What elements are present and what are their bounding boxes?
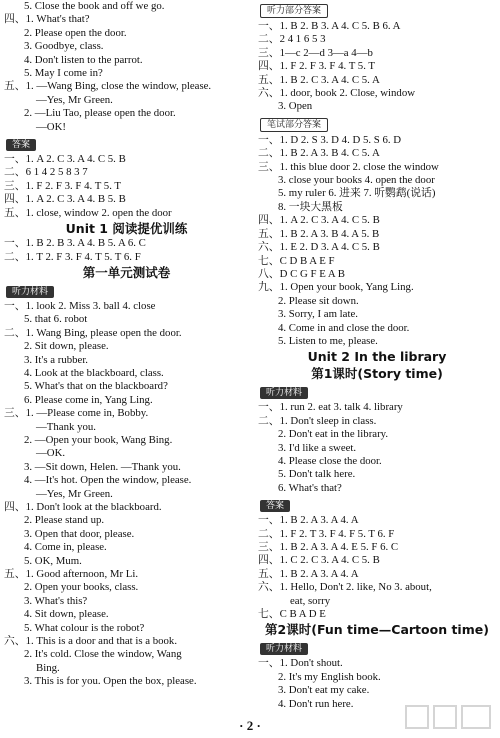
answer-line: —Thank you. [36, 420, 96, 433]
answer-line: 二、2 4 1 6 5 3 [258, 33, 326, 46]
answer-line: 5. May I come in? [24, 67, 103, 80]
section-badge: 听力部分答案 [260, 4, 328, 18]
answer-line: 6. Please come in, Yang Ling. [24, 393, 153, 406]
answer-line: 三、1. F 2. F 3. F 4. T 5. T [4, 179, 121, 192]
answer-line: 4. Come in and close the door. [278, 321, 410, 334]
answer-line: eat, sorry [290, 594, 331, 607]
section-badge-row [4, 134, 249, 153]
section-heading: 第1课时(Story time) [311, 366, 443, 382]
answer-line: 三、1—c 2—d 3—a 4—b [258, 46, 373, 59]
answer-line: 2. Please open the door. [24, 26, 127, 39]
answer-line: 3. Open [278, 100, 313, 113]
answer-line: 3. Don't eat my cake. [278, 684, 370, 697]
answer-line: 3. Sorry, I am late. [278, 308, 358, 321]
answer-line: 4. Don't run here. [278, 697, 354, 710]
answer-line: 八、D C G F E A B [258, 267, 345, 280]
answer-line: 5. Listen to me, please. [278, 334, 378, 347]
right-column [258, 0, 496, 711]
answer-line: 一、1. look 2. Miss 3. ball 4. close [4, 299, 156, 312]
answer-line: 五、1. close, window 2. open the door [4, 206, 172, 219]
answer-line: 5. Close the book and off we go. [24, 0, 165, 12]
section-badge: 笔试部分答案 [260, 118, 328, 132]
answer-line: 四、1. A 2. C 3. A 4. C 5. B [258, 214, 380, 227]
answer-line: —Yes, Mr Green. [36, 487, 113, 500]
answer-line: 4. —It's hot. Open the window, please. [24, 474, 192, 487]
answer-line: 5. What's that on the blackboard? [24, 380, 168, 393]
answer-line: 四、1. C 2. C 3. A 4. C 5. B [258, 554, 380, 567]
section-badge: 听力材料 [6, 286, 54, 298]
answer-line: 五、1. —Wang Bing, close the window, please. [4, 80, 212, 93]
answer-line: 六、1. This is a door and that is a book. [4, 635, 178, 648]
left-column [4, 0, 249, 689]
answer-line: 5. that 6. robot [24, 313, 88, 326]
answer-line: 一、1. B 2. B 3. A 4. C 5. B 6. A [258, 20, 401, 32]
answer-line: 一、1. Don't shout. [258, 657, 343, 670]
section-badge-row [4, 281, 249, 300]
answer-line: 一、1. B 2. B 3. A 4. B 5. A 6. C [4, 237, 146, 250]
section-heading: Unit 2 In the library [307, 349, 447, 365]
section-heading: 第一单元测试卷 [82, 264, 171, 280]
answer-line: 四、1. A 2. C 3. A 4. B 5. B [4, 193, 126, 206]
answer-line: 6. What's that? [278, 481, 342, 494]
answer-line: 3. I'd like a sweet. [278, 441, 357, 454]
section-badge-row [258, 495, 496, 514]
section-badge-row [258, 382, 496, 401]
answer-line: 3. This is for you. Open the box, please. [24, 675, 197, 688]
answer-line: 五、1. B 2. C 3. A 4. C 5. A [258, 73, 380, 86]
answer-line: 三、1. this blue door 2. close the window [258, 160, 439, 173]
answer-line: 四、1. Don't look at the blackboard. [4, 501, 162, 513]
answer-line: 七、C D B A E F [258, 254, 335, 267]
answer-line: 二、1. Wang Bing, please open the door. [4, 326, 182, 339]
section-badge: 听力材料 [260, 643, 308, 655]
answer-line: 二、6 1 4 2 5 8 3 7 [4, 166, 88, 179]
answer-line: 五、1. B 2. A 3. A 4. A [258, 567, 359, 580]
answer-line: 六、1. E 2. D 3. A 4. C 5. B [258, 241, 380, 254]
answer-line: 5. OK, Mum. [24, 554, 82, 567]
answer-line: 2. —Open your book, Wang Bing. [24, 433, 173, 446]
answer-line: 2. Open your books, class. [24, 581, 139, 594]
section-badge-row [258, 0, 496, 20]
answer-line: 2. —Liu Tao, please open the door. [24, 107, 176, 120]
answer-line: 二、1. T 2. F 3. F 4. T 5. T 6. F [4, 250, 141, 263]
answer-line: 2. It's cold. Close the window, Wang [24, 648, 182, 661]
answer-line: 五、1. B 2. A 3. B 4. A 5. B [258, 227, 380, 240]
answer-line: 3. It's a rubber. [24, 353, 89, 366]
answer-line: 4. Look at the blackboard, class. [24, 366, 164, 379]
answer-line: 一、1. run 2. eat 3. talk 4. library [258, 401, 403, 414]
answer-line: 4. Sit down, please. [24, 608, 109, 621]
answer-line: 2. Please sit down. [278, 294, 359, 307]
answer-line: 一、1. D 2. S 3. D 4. D 5. S 6. D [258, 133, 402, 146]
section-badge-row [258, 114, 496, 134]
answer-line: 2. It's my English book. [278, 670, 381, 683]
answer-line: 四、1. F 2. F 3. F 4. T 5. T [258, 60, 375, 73]
answer-line: 3. Open that door, please. [24, 527, 135, 540]
answer-line: 九、1. Open your book, Yang Ling. [258, 281, 414, 294]
answer-line: —OK! [36, 120, 66, 133]
answer-line: 三、1. —Please come in, Bobby. [4, 407, 149, 420]
answer-line: 5. What colour is the robot? [24, 621, 145, 634]
answer-line: Bing. [36, 661, 60, 674]
answer-line: —Yes, Mr Green. [36, 93, 113, 106]
answer-line: 3. —Sit down, Helen. —Thank you. [24, 460, 181, 473]
answer-line: 4. Come in, please. [24, 541, 107, 554]
section-badge: 答案 [6, 139, 36, 151]
answer-line: 5. my ruler 6. 进来 7. 听鹦鹉(说话) [278, 187, 436, 200]
answer-line: 4. Please close the door. [278, 454, 382, 467]
answer-line: 六、1. Hello, Don't 2. like, No 3. about, [258, 581, 432, 594]
answer-line: 六、1. door, book 2. Close, window [258, 87, 416, 100]
answer-line: 七、C B A D E [258, 608, 326, 621]
section-badge: 答案 [260, 500, 290, 512]
section-badge-row [258, 638, 496, 657]
answer-line: 二、1. Don't sleep in class. [258, 414, 377, 427]
answer-line: 四、1. What's that? [4, 13, 90, 26]
answer-line: 5. Don't talk here. [278, 468, 356, 481]
watermark-logo-icon [404, 702, 494, 732]
answer-line: 五、1. Good afternoon, Mr Li. [4, 568, 139, 581]
answer-line: 3. What's this? [24, 594, 88, 607]
page-number: · 2 · [239, 718, 261, 733]
section-badge: 听力材料 [260, 387, 308, 399]
answer-line: 二、1. B 2. A 3. B 4. C 5. A [258, 147, 380, 160]
answer-line: 2. Please stand up. [24, 514, 105, 527]
answer-line: 8. 一块大黑板 [278, 200, 343, 213]
section-heading: 第2课时(Fun time—Cartoon time) [265, 622, 489, 638]
answer-line: 三、1. B 2. A 3. A 4. E 5. F 6. C [258, 541, 399, 553]
section-heading: Unit 1 阅读提优训练 [65, 221, 188, 237]
answer-line: 一、1. B 2. A 3. A 4. A [258, 514, 359, 527]
answer-line: 二、1. F 2. T 3. F 4. F 5. T 6. F [258, 527, 395, 540]
answer-line: 2. Sit down, please. [24, 340, 109, 353]
answer-line: 2. Don't eat in the library. [278, 428, 389, 441]
answer-line: —OK. [36, 447, 66, 460]
answer-line: 3. Goodbye, class. [24, 40, 104, 53]
answer-line: 4. Don't listen to the parrot. [24, 53, 143, 66]
answer-line: 一、1. A 2. C 3. A 4. C 5. B [4, 153, 126, 166]
answer-line: 3. close your books 4. open the door [278, 174, 435, 187]
